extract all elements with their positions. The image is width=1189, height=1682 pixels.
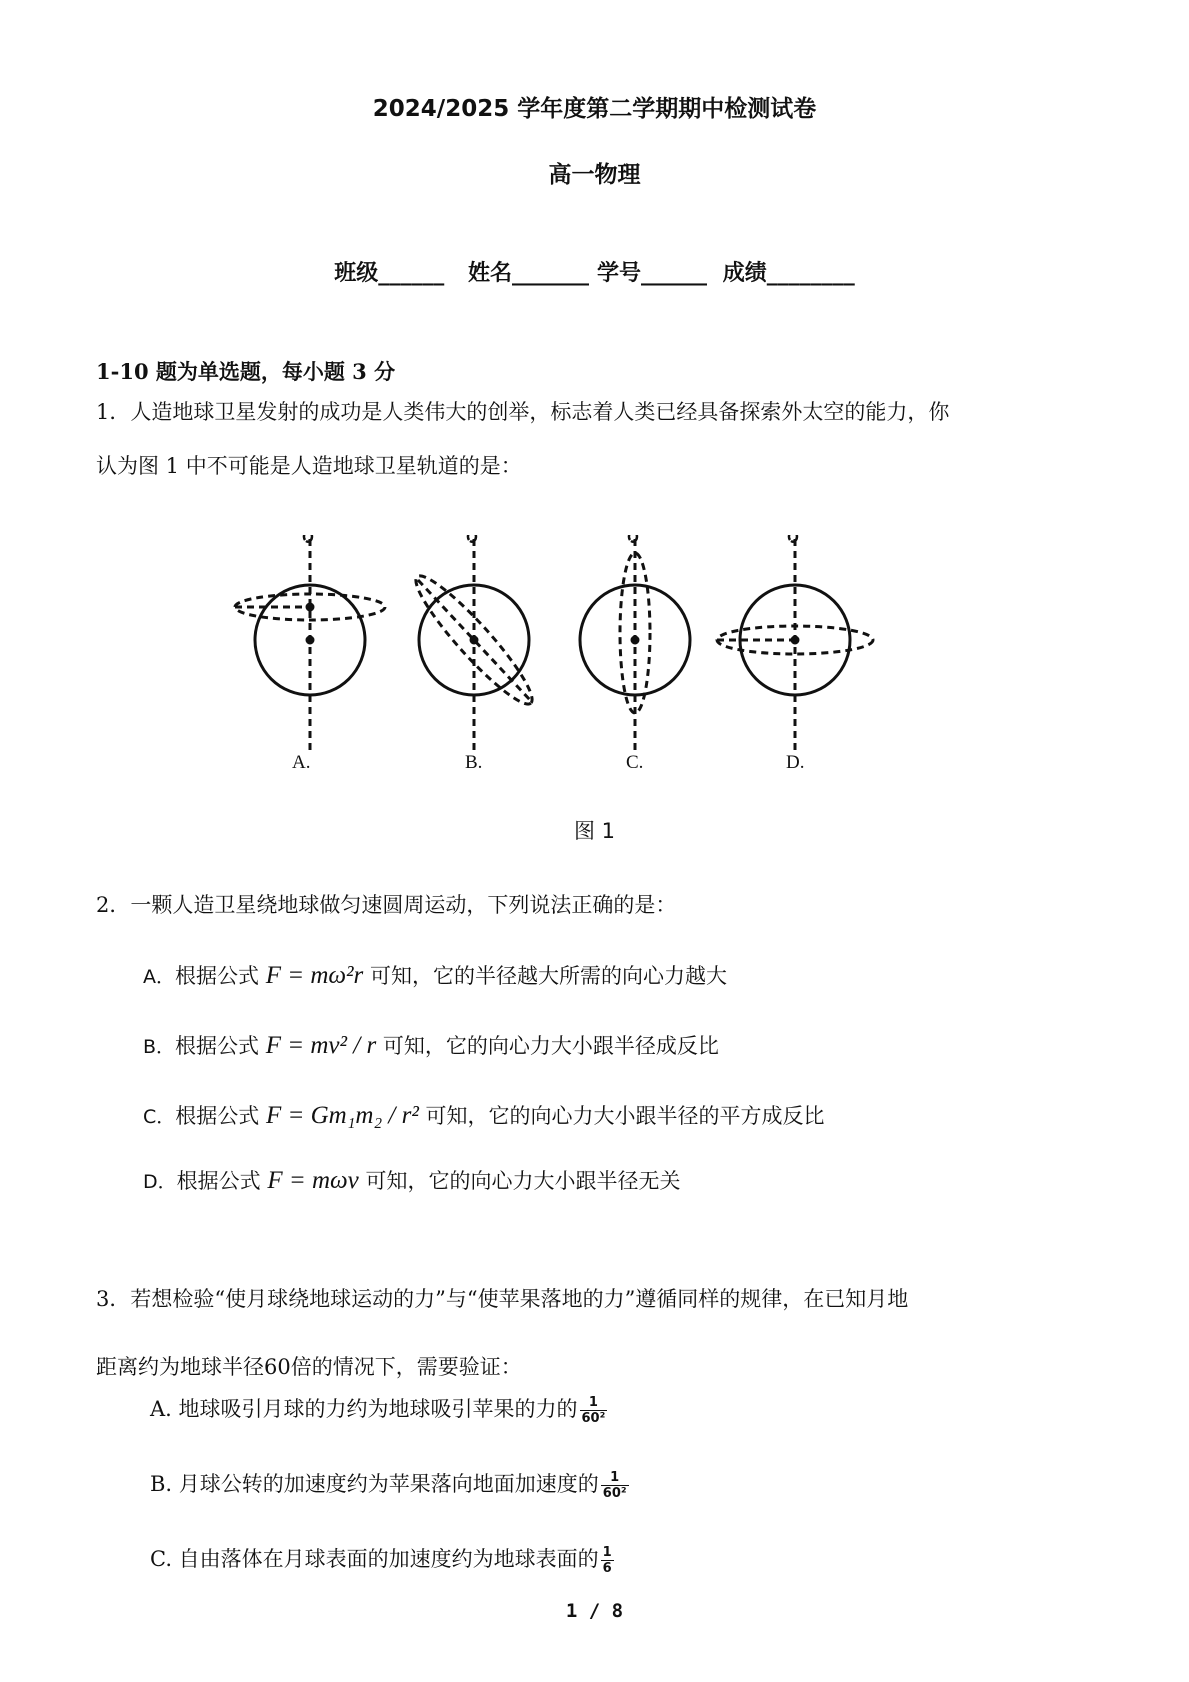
formula: F = mω²r xyxy=(265,962,364,989)
id-field[interactable]: 学号______ xyxy=(597,261,708,286)
option-letter: D． xyxy=(143,1171,177,1193)
question-3-option-c[interactable] xyxy=(150,1543,614,1576)
figure-label-c: C. xyxy=(626,752,644,773)
question-2-option-d[interactable] xyxy=(143,1165,680,1195)
orbit-diagram-c xyxy=(580,535,690,750)
numerator: 1 xyxy=(602,1545,612,1560)
name-field[interactable]: 姓名_______ xyxy=(467,261,589,286)
option-suffix: 可知，它的向心力大小跟半径成反比 xyxy=(376,1034,719,1058)
denominator: 60² xyxy=(602,1486,627,1501)
orbit-diagram-a xyxy=(235,535,385,750)
question-3-option-b[interactable] xyxy=(150,1468,629,1501)
student-info-row xyxy=(0,256,1189,287)
figure-caption: 图 1 xyxy=(573,819,616,843)
question-1-line-2: 认为图 1 中不可能是人造地球卫星轨道的是： xyxy=(96,454,522,478)
option-text: C. 自由落体在月球表面的加速度约为地球表面的 xyxy=(150,1547,599,1571)
fraction xyxy=(580,1395,608,1426)
orbit-diagram-d xyxy=(717,535,873,750)
orbit-diagram-b xyxy=(405,535,543,750)
denominator: 6 xyxy=(602,1561,612,1576)
question-2-option-c[interactable] xyxy=(143,1100,825,1130)
option-suffix: 可知，它的半径越大所需的向心力越大 xyxy=(363,964,727,988)
numerator: 1 xyxy=(601,1470,629,1486)
formula: F = mv² / r xyxy=(265,1032,377,1059)
exam-title: 2024/2025 学年度第二学期期中检测试卷 xyxy=(372,96,817,122)
denominator: 60² xyxy=(581,1411,606,1426)
option-prefix: 根据公式 xyxy=(175,964,266,988)
formula: F = mωv xyxy=(267,1167,359,1194)
question-1 xyxy=(96,385,1106,493)
fraction xyxy=(601,1470,629,1501)
option-suffix: 可知，它的向心力大小跟半径无关 xyxy=(358,1169,681,1193)
question-2-option-a[interactable] xyxy=(143,960,727,990)
figure-label-d: D. xyxy=(786,752,805,773)
fraction xyxy=(601,1545,614,1576)
figure-label-a: A. xyxy=(292,752,311,773)
option-letter: B． xyxy=(143,1036,176,1058)
numerator: 1 xyxy=(580,1395,608,1411)
section-heading: 1-10 题为单选题，每小题 3 分 xyxy=(96,359,396,384)
page-number: 1 / 8 xyxy=(565,1600,624,1622)
option-suffix: 可知，它的向心力大小跟半径的平方成反比 xyxy=(418,1104,825,1128)
formula: F = Gm₁m₂ / r² xyxy=(265,1102,419,1129)
question-3-option-a[interactable] xyxy=(150,1393,607,1426)
question-1-line-1: 1．人造地球卫星发射的成功是人类伟大的创举，标志着人类已经具备探索外太空的能力，你 xyxy=(96,400,950,424)
option-prefix: 根据公式 xyxy=(175,1104,266,1128)
question-3-line-1: 3．若想检验“使月球绕地球运动的力”与“使苹果落地的力”遵循同样的规律，在已知月地 xyxy=(96,1287,909,1311)
question-2-stem: 2．一颗人造卫星绕地球做匀速圆周运动，下列说法正确的是： xyxy=(96,893,677,917)
question-2-option-b[interactable] xyxy=(143,1030,719,1060)
option-letter: C． xyxy=(143,1106,176,1128)
score-field[interactable]: 成绩________ xyxy=(722,261,855,286)
option-letter: A． xyxy=(143,966,175,988)
question-3 xyxy=(96,1265,1106,1401)
class-field[interactable]: 班级______ xyxy=(334,261,445,286)
subject-title: 高一物理 xyxy=(548,162,641,188)
option-prefix: 根据公式 xyxy=(175,1034,266,1058)
option-prefix: 根据公式 xyxy=(176,1169,268,1193)
option-text: A. 地球吸引月球的力约为地球吸引苹果的力的 xyxy=(150,1397,578,1421)
question-3-line-2: 距离约为地球半径60倍的情况下，需要验证： xyxy=(96,1355,522,1379)
option-text: B. 月球公转的加速度约为苹果落向地面加速度的 xyxy=(150,1472,599,1496)
figure-label-b: B. xyxy=(465,752,483,773)
figure-1-orbits xyxy=(200,535,920,765)
